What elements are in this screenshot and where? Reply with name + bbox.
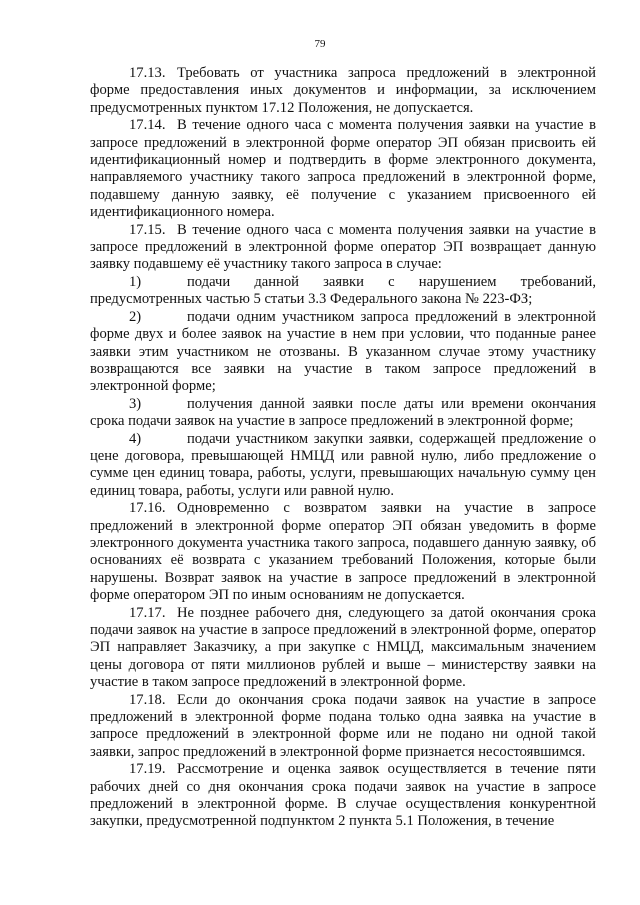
paragraph-17-15 <box>90 222 596 274</box>
list-item-3 <box>90 396 596 431</box>
document-body <box>90 65 596 831</box>
paragraph-text: В течение одного часа с момента получения заявки на участие в запросе предложений в электронной форме оператор ЭП возвращает данную заявку подавшему её участнику такого запроса в случае: <box>90 221 596 273</box>
paragraph-17-19 <box>90 761 596 831</box>
paragraph-text: Требовать от участника запроса предложений в электронной форме предоставления иных документов и информации, за исключением предусмотренных пунктом 17.12 Положения, не допускается. <box>90 65 596 116</box>
paragraph-17-13 <box>90 65 596 117</box>
list-item-text: подачи одним участником запроса предложений в электронной форме двух и более заявок на участие в нем при условии, что поданные ранее заявки этим участником не отозваны. В указанном случае этому участнику возвращаются все заявки на участие в таком запросе предложений в электронной форме; <box>90 308 596 395</box>
paragraph-number: 17.18. <box>129 691 166 708</box>
list-item-number: 3) <box>129 395 142 412</box>
list-item-number: 2) <box>129 308 142 325</box>
paragraph-number: 17.14. <box>129 117 166 134</box>
paragraph-number: 17.17. <box>129 604 166 621</box>
list-item-2 <box>90 309 596 396</box>
list-item-text: подачи данной заявки с нарушением требований, предусмотренных частью 5 статьи 3.3 Федерального закона № 223-ФЗ; <box>90 273 596 308</box>
paragraph-text: Не позднее рабочего дня, следующего за датой окончания срока подачи заявок на участие в запросе предложений в электронной форме, оператор ЭП направляет Заказчику, а при закупке с НМЦД, максимальным значением цены договора от пяти миллионов рублей и выше – министерству заявки на участие в таком запросе предложений в электронной форме. <box>90 604 596 691</box>
list-item-text: получения данной заявки после даты или времени окончания срока подачи заявок на участие в запросе предложений в электронной форме; <box>90 395 596 430</box>
paragraph-number: 17.15. <box>129 221 166 238</box>
list-item-text: подачи участником закупки заявки, содержащей предложение о цене договора, превышающей НМЦД или равной нулю, либо предложение о сумме цен единиц товара, работы, услуги, превышающих начальную сумму цен единиц товара, работы, услуги или равной нулю. <box>90 430 596 499</box>
paragraph-text: Если до окончания срока подачи заявок на участие в запросе предложений в электронной форме подана только одна заявка на участие в запросе предложений в электронной форме или не подано ни одной такой заявки, запрос предложений в электронной форме признается несостоявшимся. <box>90 691 596 760</box>
paragraph-number: 17.19. <box>129 761 166 778</box>
paragraph-17-17 <box>90 605 596 692</box>
paragraph-number: 17.16. <box>129 500 166 517</box>
list-item-1 <box>90 274 596 309</box>
paragraph-17-14 <box>90 117 596 221</box>
list-item-number: 4) <box>129 430 142 447</box>
list-item-4 <box>90 431 596 501</box>
paragraph-17-16 <box>90 500 596 604</box>
page-number: 79 <box>314 38 326 50</box>
paragraph-text: В течение одного часа с момента получения заявки на участие в запросе предложений в электронной форме оператор ЭП обязан присвоить ей идентификационный номер и подтвердить в форме электронного документа, направляемого участнику такого запроса предложений в электронной форме, подавшему данную заявку, её получение с указанием присвоенного ей идентификационного номера. <box>90 117 596 221</box>
paragraph-17-18 <box>90 692 596 762</box>
list-item-number: 1) <box>129 273 142 290</box>
paragraph-text: Рассмотрение и оценка заявок осуществляется в течение пяти рабочих дней со дня окончания срока подачи заявок на участие в запросе предложений в электронной форме. В случае осуществления конкурентной закупки, предусмотренной подпунктом 2 пункта 5.1 Положения, в течение <box>90 761 596 830</box>
paragraph-number: 17.13. <box>129 65 166 81</box>
paragraph-text: Одновременно с возвратом заявки на участие в запросе предложений в электронной форме оператор ЭП обязан уведомить в форме электронного документа участника такого запроса, подавшего данную заявку, об основаниях её возврата с указанием требований Положения, которые были нарушены. Возврат заявок на участие в запросе предложений в электронной форме оператором ЭП по иным основаниям не допускается. <box>90 500 596 604</box>
